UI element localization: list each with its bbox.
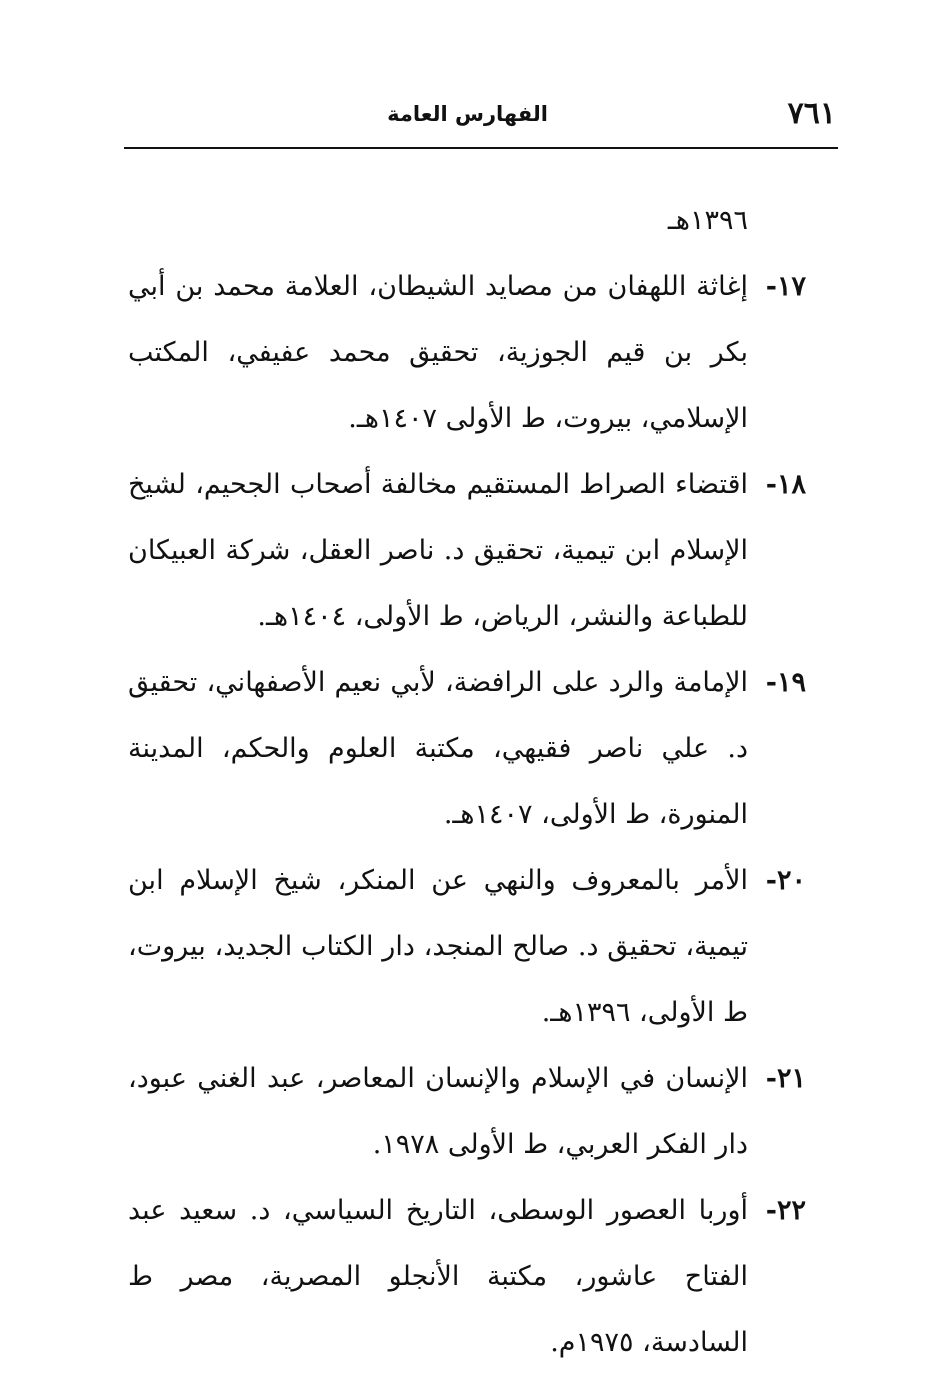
- entry-text: الأمر بالمعروف والنهي عن المنكر، شيخ الإسلام ابن تيمية، تحقيق د. صالح المنجد، دار الكتاب الجديد، بيروت، ط الأولى، ١٣٩٦هـ.: [128, 865, 748, 1028]
- continued-entry-text: ١٣٩٦هـ: [667, 205, 748, 236]
- bibliography-entry: [128, 1046, 806, 1178]
- bibliography-entry: [128, 452, 806, 650]
- entry-number: ٢١-: [765, 1063, 806, 1094]
- bibliography-entry: [128, 650, 806, 848]
- entry-text: إغاثة اللهفان من مصايد الشيطان، العلامة محمد بن أبي بكر بن قيم الجوزية، تحقيق محمد عفيفي، المكتب الإسلامي، بيروت، ط الأولى ١٤٠٧هـ.: [128, 271, 748, 434]
- page-number: ٧٦١: [787, 96, 836, 131]
- entry-text: أوربا العصور الوسطى، التاريخ السياسي، د. سعيد عبد الفتاح عاشور، مكتبة الأنجلو المصرية، مصر ط السادسة، ١٩٧٥م.: [128, 1195, 748, 1358]
- running-title: الفهارس العامة: [387, 102, 548, 126]
- entry-number: ٢٢-: [765, 1195, 806, 1226]
- entry-number: ٢٠-: [765, 865, 806, 896]
- entry-text: الإنسان في الإسلام والإنسان المعاصر، عبد الغني عبود، دار الفكر العربي، ط الأولى ١٩٧٨.: [128, 1063, 748, 1160]
- entry-number: ١٨-: [765, 469, 806, 500]
- entry-number: ١٧-: [765, 271, 806, 302]
- bibliography-entry: [128, 848, 806, 1046]
- bibliography-entry: [128, 254, 806, 452]
- bibliography-list: [128, 188, 806, 1376]
- entry-text: اقتضاء الصراط المستقيم مخالفة أصحاب الجحيم، لشيخ الإسلام ابن تيمية، تحقيق د. ناصر العقل، شركة العبيكان للطباعة والنشر، الرياض، ط الأولى، ١٤٠٤هـ.: [128, 469, 748, 632]
- page-header: [124, 92, 838, 140]
- entry-number: ١٩-: [765, 667, 806, 698]
- header-divider: [124, 147, 838, 149]
- bibliography-entry: [128, 1178, 806, 1376]
- entry-text: الإمامة والرد على الرافضة، لأبي نعيم الأصفهاني، تحقيق د. علي ناصر فقيهي، مكتبة العلوم والحكم، المدينة المنورة، ط الأولى، ١٤٠٧هـ.: [128, 667, 748, 830]
